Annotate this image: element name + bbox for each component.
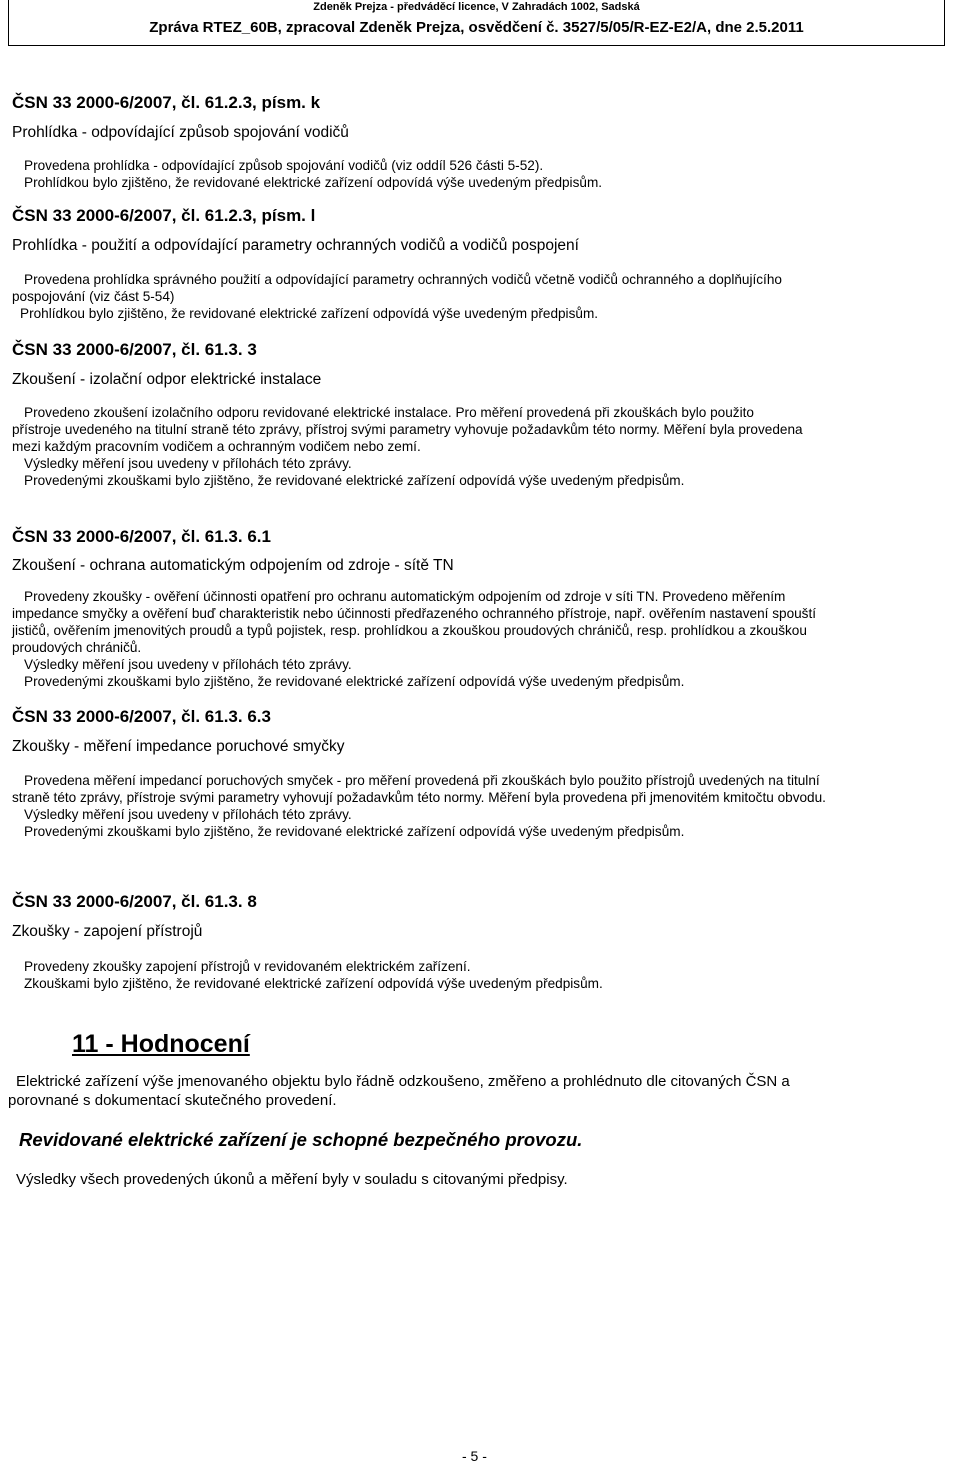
section-text [12,271,782,322]
text-line: Provedena prohlídka správného použití a odpovídající parametry ochranných vodičů včetně vodičů ochranného a doplňujícího [24,272,782,287]
text-line: Prohlídkou bylo zjištěno, že revidované elektrické zařízení odpovídá výše uvedeným předpisům. [20,306,599,321]
text-line: Prohlídkou bylo zjištěno, že revidované elektrické zařízení odpovídá výše uvedeným předpisům. [24,175,603,190]
text-line: straně této zprávy, přístroje svými parametry vyhovují požadavkům této normy. Měření byla provedena při jmenovitém kmitočtu obvodu. [12,790,826,805]
report-header [8,0,945,46]
evaluation-conclusion: Revidované elektrické zařízení je schopné bezpečného provozu. [19,1129,583,1150]
section-text [24,958,603,992]
section-heading: ČSN 33 2000-6/2007, čl. 61.2.3, písm. l [12,206,316,225]
text-line: Výsledky měření jsou uvedeny v přílohách této zprávy. [24,456,352,471]
section-text [12,588,816,690]
text-line: Provedena měření impedancí poruchových smyček - pro měření provedená při zkouškách bylo použito přístrojů uvedených na titulní [24,773,820,788]
text-line: Výsledky měření jsou uvedeny v přílohách této zprávy. [24,807,352,822]
text-line: porovnané s dokumentací skutečného provedení. [8,1092,337,1109]
text-line: proudových chráničů. [12,640,142,655]
text-line: Provedeno zkoušení izolačního odporu revidované elektrické instalace. Pro měření provedená při zkouškách bylo použito [24,405,754,420]
section-subheading: Zkoušení - izolační odpor elektrické instalace [12,371,322,388]
section-subheading: Prohlídka - použití a odpovídající parametry ochranných vodičů a vodičů pospojení [12,237,579,254]
section-subheading: Zkoušky - měření impedance poruchové smyčky [12,738,345,755]
section-heading: ČSN 33 2000-6/2007, čl. 61.3. 6.3 [12,707,271,726]
section-text [24,157,602,191]
text-line: přístroje uvedeného na titulní straně této zprávy, přístroj svými parametry vyhovuje požadavkům této normy. Měření byla provedena [12,422,803,437]
text-line: Elektrické zařízení výše jmenovaného objektu bylo řádně odzkoušeno, změřeno a prohlédnuto dle citovaných ČSN a [16,1073,790,1090]
text-line: impedance smyčky a ověření buď charakteristik nebo účinnosti předřazeného ochranného přístroje, např. ověřením nastavení spouští [12,606,817,621]
text-line: pospojování (viz část 5-54) [12,289,175,304]
text-line: Provedeny zkoušky - ověření účinnosti opatření pro ochranu automatickým odpojením od zdroje v síti TN. Provedeno měřením [24,589,786,604]
section-subheading: Prohlídka - odpovídající způsob spojování vodičů [12,124,349,141]
text-line: Provedena prohlídka - odpovídající způsob spojování vodičů (viz oddíl 526 části 5-52). [24,158,544,173]
text-line: jističů, ověřením jmenovitých proudů a typů pojistek, resp. prohlídkou a zkouškou proudových chráničů, resp. prohlídkou a zkouškou [12,623,807,638]
section-subheading: Zkoušky - zapojení přístrojů [12,923,203,940]
text-line: Výsledky měření jsou uvedeny v přílohách této zprávy. [24,657,352,672]
text-line: mezi každým pracovním vodičem a ochranným vodičem nebo zemí. [12,439,421,454]
text-line: Provedenými zkouškami bylo zjištěno, že revidované elektrické zařízení odpovídá výše uvedeným předpisům. [24,473,685,488]
section-subheading: Zkoušení - ochrana automatickým odpojením od zdroje - sítě TN [12,557,454,574]
license-line: Zdeněk Prejza - předváděcí licence, V Zahradách 1002, Sadská [313,1,640,13]
text-line: Zkouškami bylo zjištěno, že revidované elektrické zařízení odpovídá výše uvedeným předpisům. [24,976,603,991]
section-heading: ČSN 33 2000-6/2007, čl. 61.3. 8 [12,892,257,911]
evaluation-paragraph [8,1072,790,1110]
text-line: Provedenými zkouškami bylo zjištěno, že revidované elektrické zařízení odpovídá výše uvedeným předpisům. [24,824,685,839]
evaluation-title: 11 - Hodnocení [72,1030,250,1058]
section-text [12,404,803,489]
report-title-line: Zpráva RTEZ_60B, zpracoval Zdeněk Prejza, osvědčení č. 3527/5/05/R-EZ-E2/A, dne 2.5.2011 [149,19,804,36]
text-line: Provedeny zkoušky zapojení přístrojů v revidovaném elektrickém zařízení. [24,959,471,974]
evaluation-summary: Výsledky všech provedených úkonů a měření byly v souladu s citovanými předpisy. [16,1171,568,1188]
section-heading: ČSN 33 2000-6/2007, čl. 61.3. 3 [12,340,257,359]
text-line: Provedenými zkouškami bylo zjištěno, že revidované elektrické zařízení odpovídá výše uvedeným předpisům. [24,674,685,689]
section-heading: ČSN 33 2000-6/2007, čl. 61.2.3, písm. k [12,93,321,112]
section-text [12,772,826,840]
section-heading: ČSN 33 2000-6/2007, čl. 61.3. 6.1 [12,527,271,546]
page-number: - 5 - [462,1448,487,1464]
